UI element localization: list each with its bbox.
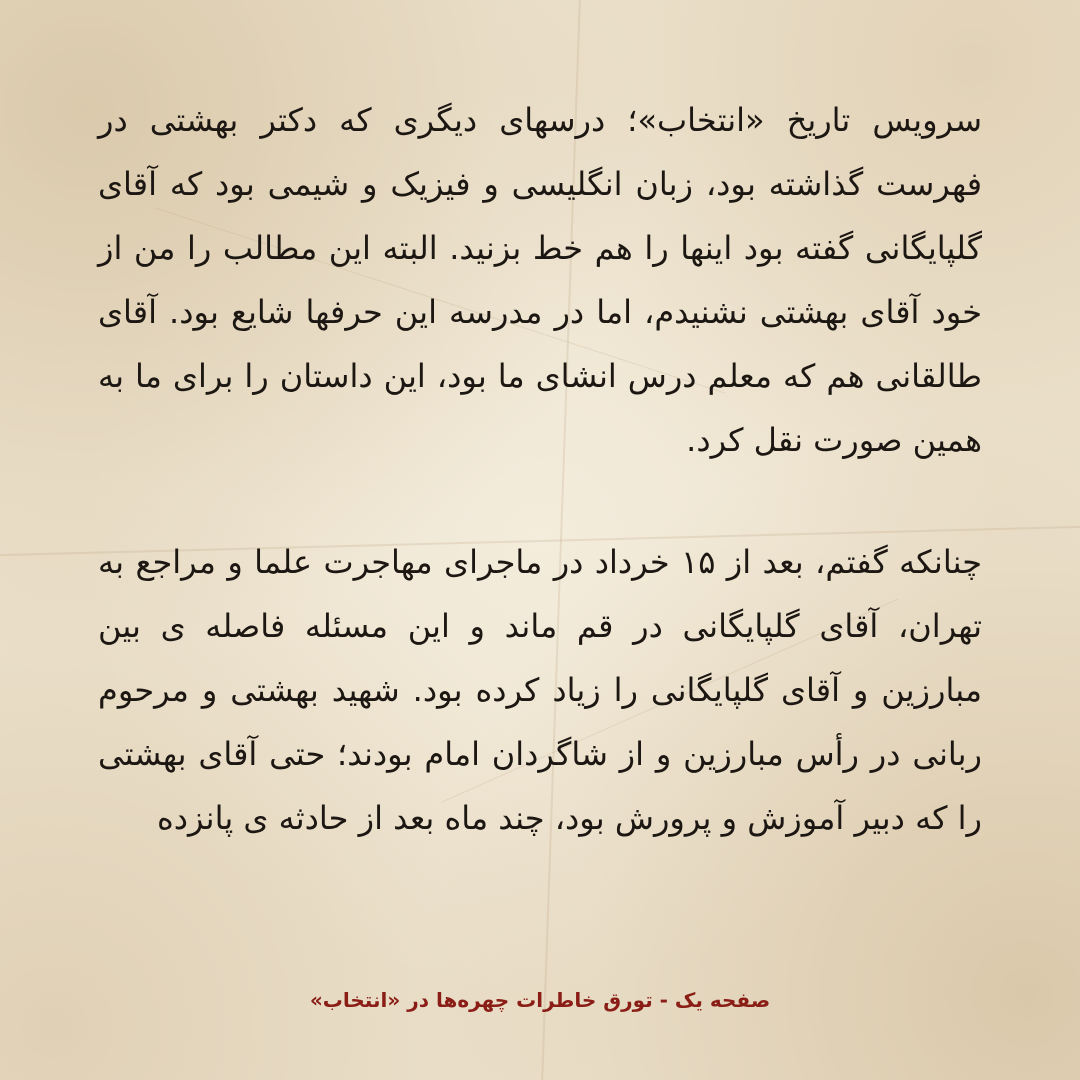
paragraph-1: سرویس تاریخ «انتخاب»؛ درسهای دیگری که دکتر بهشتی در فهرست گذاشته بود، زبان انگلیسی و فیزیک و شیمی بود که آقای گلپایگانی گفته بود اینها را هم خط بزنید. البته این مطالب را من از خود آقای بهشتی نشنیدم، اما در مدرسه این حرفها شایع بود. آقای طالقانی هم که معلم درس انشای ما بود، این داستان را برای ما به همین صورت نقل کرد. xyxy=(98,101,982,459)
paragraph-2: چنانکه گفتم، بعد از ۱۵ خرداد در ماجرای مهاجرت علما و مراجع به تهران، آقای گلپایگانی در قم ماند و این مسئله فاصله ی بین مبارزین و آقای گلپایگانی را زیاد کرده بود. شهید بهشتی و مرحوم ربانی در رأس مبارزین و از شاگردان امام بودند؛ حتی آقای بهشتی را که دبیر آموزش و پرورش بود، چند ماه بعد از حادثه ی پانزده xyxy=(98,543,983,837)
page-footer: صفحه یک - تورق خاطرات چهره‌ها در «انتخاب» xyxy=(309,988,771,1012)
article-body xyxy=(98,88,982,850)
